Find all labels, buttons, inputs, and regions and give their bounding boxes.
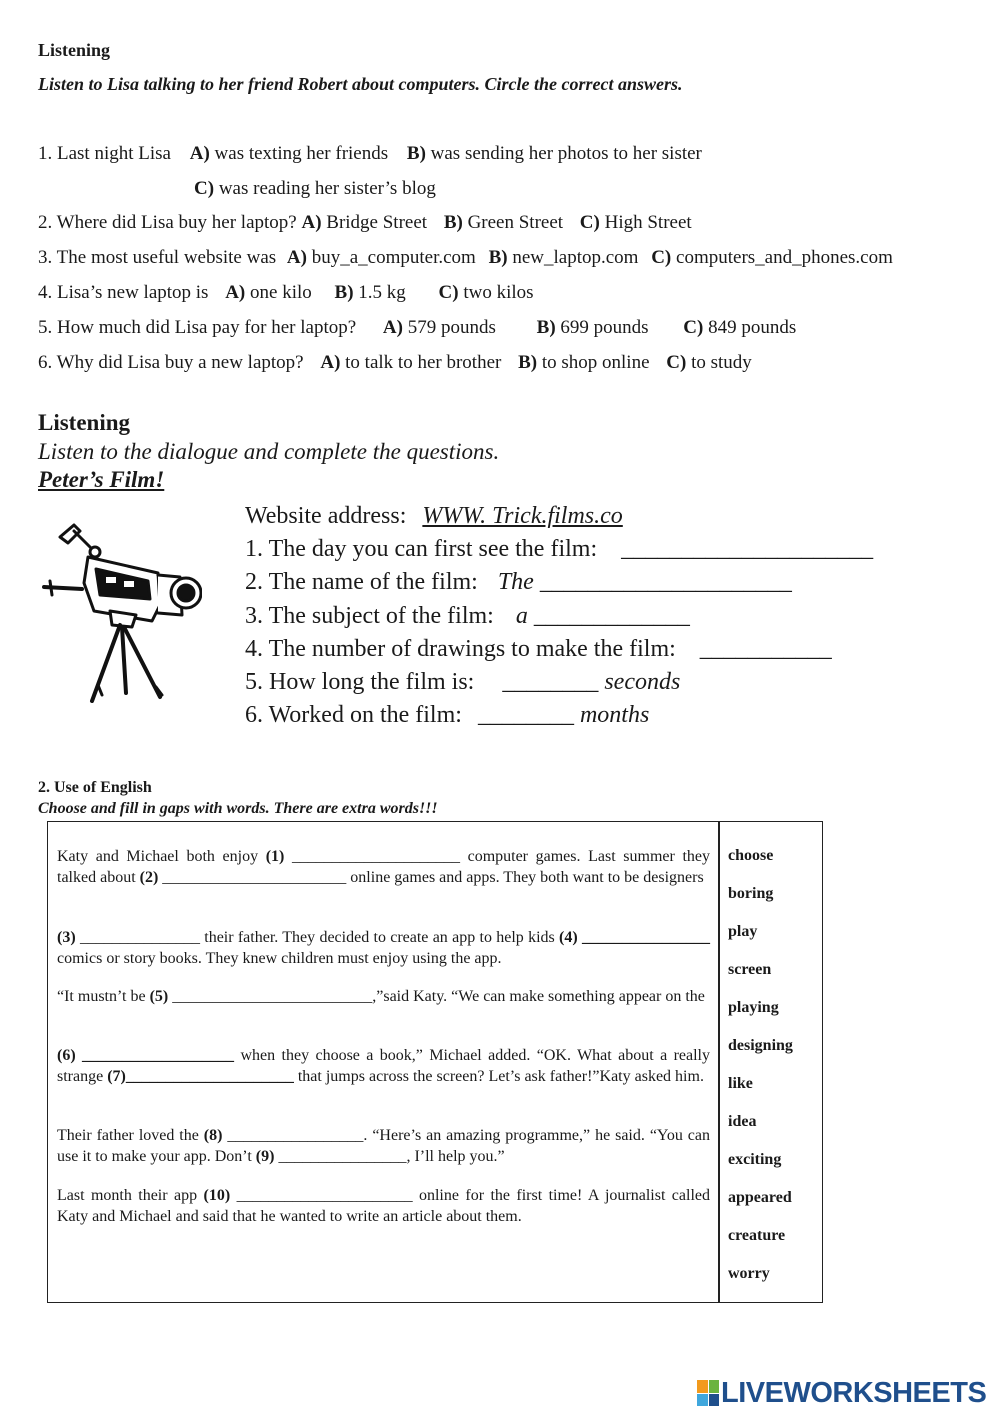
blank-field[interactable]: ________ <box>502 669 599 695</box>
word-bank-item[interactable]: choose <box>728 847 774 864</box>
paragraph-3 <box>57 986 710 1007</box>
gap-marker[interactable]: (2) <box>139 869 159 886</box>
option-b[interactable]: B) new_laptop.com <box>488 247 639 268</box>
logo-block-orange <box>697 1380 708 1393</box>
word-bank-item[interactable]: screen <box>728 961 772 978</box>
word-bank-item[interactable]: playing <box>728 999 779 1016</box>
paragraph-5 <box>57 1125 710 1167</box>
fill-item-4: 4. The number of drawings to make the film: ___________ <box>245 636 832 662</box>
paragraph-text: _______________ their father. They decided to create an app to help kids <box>75 929 560 946</box>
option-a[interactable]: A) to talk to her brother <box>320 352 502 373</box>
paragraph-text: Their father loved the <box>57 1127 204 1144</box>
option-a[interactable]: A) Bridge Street <box>301 212 428 233</box>
fill-item-1: 1. The day you can first see the film: _____________________ <box>245 536 874 562</box>
paragraph-text: when they choose a book,” Michael added. “OK. What about a really strange <box>57 1047 710 1085</box>
question-2: 2. Where did Lisa buy her laptop? A) Bridge Street B) Green Street C) High Street <box>38 212 692 233</box>
logo-block-blue <box>709 1394 720 1407</box>
word-bank-item[interactable]: exciting <box>728 1151 782 1168</box>
option-c[interactable]: C) 849 pounds <box>683 317 797 338</box>
option-a[interactable]: A) buy_a_computer.com <box>286 247 476 268</box>
logo-icon <box>697 1380 719 1406</box>
word-bank-item[interactable]: play <box>728 923 758 940</box>
option-c[interactable]: C) was reading her sister’s blog <box>194 178 436 199</box>
option-a[interactable]: A) was texting her friends <box>189 143 389 164</box>
section-heading: Listening <box>38 40 111 60</box>
word-bank-item[interactable]: boring <box>728 885 774 902</box>
question-4: 4. Lisa’s new laptop is A) one kilo B) 1.5 kg C) two kilos <box>38 282 534 303</box>
paragraph-text: Last month their app <box>57 1187 204 1204</box>
paragraph-6 <box>57 1185 710 1227</box>
gap-marker[interactable]: ________________ <box>582 929 710 946</box>
paragraph-text: that jumps across the screen? Let’s ask father!”Katy asked him. <box>293 1068 704 1085</box>
option-c[interactable]: C) computers_and_phones.com <box>651 247 893 268</box>
section-instruction: Listen to Lisa talking to her friend Robert about computers. Circle the correct answers. <box>38 74 683 94</box>
option-b[interactable]: B) to shop online <box>518 352 650 373</box>
option-b[interactable]: B) 1.5 kg <box>334 282 406 303</box>
option-c[interactable]: C) to study <box>666 352 752 373</box>
liveworksheets-logo <box>697 1378 986 1408</box>
gap-marker[interactable]: (10) <box>203 1187 231 1204</box>
column-divider <box>718 821 720 1303</box>
section-heading: Listening <box>38 410 131 435</box>
word-bank-item[interactable]: creature <box>728 1227 786 1244</box>
fill-item-5: 5. How long the film is: ________ seconds <box>245 669 681 695</box>
option-b[interactable]: B) Green Street <box>443 212 564 233</box>
paragraph-text: ________________, I’ll help you.” <box>274 1148 505 1165</box>
gap-marker[interactable]: (1) <box>265 848 285 865</box>
fill-item-6: 6. Worked on the film: ________ months <box>245 702 650 728</box>
paragraph-text: “It mustn’t be <box>57 988 150 1005</box>
section-instruction: Choose and fill in gaps with words. There are extra words!!! <box>38 800 438 817</box>
gap-marker[interactable]: (8) <box>203 1127 223 1144</box>
logo-text: LIVEWORKSHEETS <box>721 1376 987 1409</box>
gap-marker[interactable]: (3) <box>57 929 76 946</box>
blank-field[interactable]: _____________ <box>533 603 690 629</box>
word-bank-item[interactable]: designing <box>728 1037 793 1054</box>
section-title: Peter’s Film! <box>38 467 165 492</box>
gap-marker[interactable]: (4) <box>559 929 578 946</box>
paragraph-text: Katy and Michael both enjoy <box>57 848 266 865</box>
section-instruction: Listen to the dialogue and complete the questions. <box>38 439 500 464</box>
paragraph-text: comics or story books. They knew children must enjoy using the app. <box>57 950 502 967</box>
section-heading: 2. Use of English <box>38 779 152 796</box>
paragraph-text: _______________________ online games and apps. They both want to be designers <box>158 869 704 886</box>
paragraph-2 <box>57 927 710 969</box>
blank-field[interactable]: ________ <box>477 702 574 728</box>
word-bank-item[interactable]: appeared <box>728 1189 792 1206</box>
logo-block-lightblue <box>697 1394 708 1407</box>
paragraph-text: _________________. “Here’s an amazing programme,” he said. “You can use it to make your app. Don’t <box>57 1127 711 1165</box>
blank-field[interactable]: _____________________ <box>539 569 792 595</box>
website-address: Website address: WWW. Trick.films.co <box>245 503 623 529</box>
gap-marker[interactable]: (7)_____________________ <box>107 1068 294 1085</box>
gap-marker[interactable]: (5) <box>149 988 169 1005</box>
option-c[interactable]: C) High Street <box>579 212 692 233</box>
fill-item-2: 2. The name of the film: The _____________________ <box>245 569 792 595</box>
blank-field[interactable]: _____________________ <box>621 536 874 562</box>
blank-field[interactable]: ___________ <box>699 636 832 662</box>
website-value: WWW. Trick.films.co <box>422 503 623 529</box>
word-bank-item[interactable]: worry <box>728 1265 770 1282</box>
option-c[interactable]: C) two kilos <box>438 282 534 303</box>
gap-marker[interactable]: (6) ___________________ <box>57 1047 235 1064</box>
option-b[interactable]: B) was sending her photos to her sister <box>406 143 702 164</box>
question-6: 6. Why did Lisa buy a new laptop? A) to talk to her brother B) to shop online C) to study <box>38 352 752 373</box>
paragraph-1 <box>57 846 710 888</box>
question-3: 3. The most useful website was A) buy_a_computer.com B) new_laptop.com C) computers_and_phones.com <box>38 247 893 268</box>
paragraph-4 <box>57 1045 710 1087</box>
question-5: 5. How much did Lisa pay for her laptop? A) 579 pounds B) 699 pounds C) 849 pounds <box>38 317 797 338</box>
paragraph-text: _____________________ computer games. Last summer they talked about <box>57 848 710 886</box>
word-bank-item[interactable]: like <box>728 1075 753 1092</box>
gap-marker[interactable]: (9) <box>255 1148 275 1165</box>
logo-block-green <box>709 1380 720 1393</box>
film-camera-icon <box>40 515 202 703</box>
fill-item-3: 3. The subject of the film: a _____________ <box>245 603 690 629</box>
option-a[interactable]: A) one kilo <box>225 282 312 303</box>
paragraph-text: _________________________,”said Katy. “We can make something appear on the <box>168 988 705 1005</box>
question-1: 1. Last night Lisa A) was texting her friends B) was sending her photos to her sister <box>38 143 702 164</box>
option-b[interactable]: B) 699 pounds <box>536 317 649 338</box>
option-a[interactable]: A) 579 pounds <box>382 317 496 338</box>
word-bank-item[interactable]: idea <box>728 1113 757 1130</box>
paragraph-text: ______________________ online for the first time! A journalist called Katy and Michael and said that he wanted to write an article about them. <box>57 1187 711 1225</box>
